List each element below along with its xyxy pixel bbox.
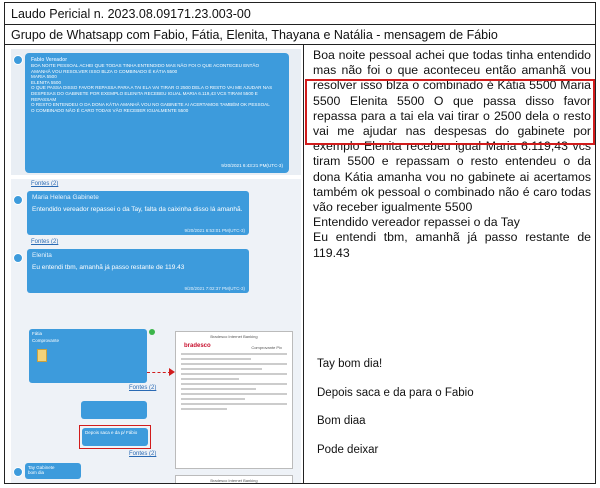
document-icon — [37, 349, 47, 362]
transcript-line: Depois saca e da para o Fabio — [317, 386, 474, 399]
timestamp: 9/20/2021 6:53:01 PM(UTC-3) — [184, 228, 245, 233]
sources-link[interactable]: Fontes (2) — [31, 239, 59, 245]
message-line: O QUE PASSA DISSO FAVOR REPASSA PARA A TAI ELA VAI TIRAR O 2500 DELA O RESTO VAI ME AJUDAR NAS — [31, 85, 273, 91]
avatar — [13, 253, 23, 263]
transcript-column — [305, 45, 595, 483]
transcript-line: Entendido vereador repassei o da Tay — [313, 215, 520, 230]
message-bubble-fabio — [25, 53, 289, 173]
whatsapp-screenshot-top — [11, 49, 301, 175]
transcript-line: Bom diaa — [317, 415, 366, 427]
sender-name: Fátia — [32, 331, 43, 336]
transcript-line: Pode deixar — [317, 443, 379, 456]
avatar — [13, 195, 23, 205]
column-divider — [303, 45, 304, 483]
receipt-image — [175, 331, 293, 469]
transcript-line: Tay bom dia! — [317, 358, 383, 370]
sources-link[interactable]: Fontes (2) — [129, 451, 157, 457]
attachment-title: Comprovante — [32, 338, 60, 343]
evidence-screenshots — [5, 45, 303, 483]
status-dot-icon — [149, 329, 155, 335]
message-bubble-elenita — [27, 249, 249, 293]
sender-name: Maria Helena Gabinete — [32, 194, 99, 201]
message-text: bom dia — [28, 470, 45, 475]
message-line: O COMBINADO NÃO É CARO TODAS VÃO RECEBER IGUALMENTE 5500 — [31, 107, 189, 113]
message-line: BOA NOITE PESSOAL ACHEI QUE TODAS TINHA ENTENDIDO MAS NÃO FOI O QUE ACONTECEU ENTÃO — [31, 63, 260, 68]
message-text: Depois saca e da p/ Fábio — [85, 430, 138, 435]
message-text: Eu entendi tbm, amanhã já passo restante de 119.43 — [32, 264, 185, 271]
sender-name: Fabio Vereador — [31, 57, 68, 63]
avatar — [13, 467, 23, 477]
message-text: Entendido vereador repassei o da Tay, falta da caixinha disso lá amanhã. — [32, 206, 243, 213]
message-line: ELENITA 5500 — [31, 79, 62, 85]
timestamp: 9/20/2021 7:02:37 PM(UTC-3) — [184, 286, 245, 291]
highlight-box — [305, 79, 595, 145]
sender-name: Tay Gabinete — [28, 465, 55, 470]
message-bubble — [81, 401, 147, 419]
sources-link[interactable]: Fontes (2) — [31, 181, 59, 187]
message-line: DESPESAS DO GABINETE POR EXEMPLO ELENITA RECEBEU IGUAL MARIA 6.119,43 VCS TIRAM 5500 E REPASSAM — [31, 90, 258, 102]
message-line: AMANHÃ VOU RESOLVER ISSO BLZA O COMBINADO É KÁTIA 5500 — [31, 68, 178, 74]
whatsapp-screenshot-bottom — [11, 179, 301, 483]
receipt-header: Bradesco Internet Banking — [210, 478, 258, 483]
avatar — [13, 55, 23, 65]
bank-logo: bradesco — [184, 343, 211, 349]
receipt-title: Comprovante Pix — [251, 345, 282, 350]
receipt-image-2 — [175, 475, 293, 483]
message-line: MARIA 5500 — [31, 74, 57, 80]
document-frame — [4, 2, 596, 484]
report-number: Laudo Pericial n. 2023.08.09171.23.003-00 — [5, 3, 595, 25]
message-bubble-tay — [25, 463, 81, 479]
receipt-header: Bradesco Internet Banking — [210, 334, 258, 339]
timestamp: 9/20/2021 6:43:21 PM(UTC-3) — [221, 163, 283, 169]
message-bubble-maria — [27, 191, 249, 235]
message-line: O RESTO ENTENDEU O DA DONA KÁTIA AMANHÃ VOU NO GABINETE AI ACERTAMOS TAMBÉM OK PESSOAL — [31, 102, 270, 108]
message-bubble-highlighted — [82, 428, 148, 446]
transcript-line: Eu entendi tbm, amanhã já passo restante de 119.43 — [313, 230, 591, 260]
sources-link[interactable]: Fontes (2) — [129, 385, 157, 391]
transcript-paragraph: Boa noite pessoal achei que todas tinha entendido mas não foi o que aconteceu então amanhã vou resolver isso blza o combinado é Kátia 5500 Maria 5500 Elenita 5500 O que passa disso favor repassa para a tai ela vai tirar o 2500 dela o resto vai me ajudar nas despesas do gabinete por exemplo Elenita recebeu igual Maria 6.119,43 vcs tiram 5500 e repassam o resto entendeu o da dona Kátia amanha vou no gabinete ai acertamos também ok pessoal o combinado não é caro todas vão receber igualmente 5500 — [313, 48, 591, 215]
arrow-connector — [147, 372, 171, 373]
second-transcript — [317, 357, 474, 471]
group-description: Grupo de Whatsapp com Fabio, Fátia, Elenita, Thayana e Natália - mensagem de Fábio — [5, 25, 595, 45]
sender-name: Elenita — [32, 252, 52, 259]
